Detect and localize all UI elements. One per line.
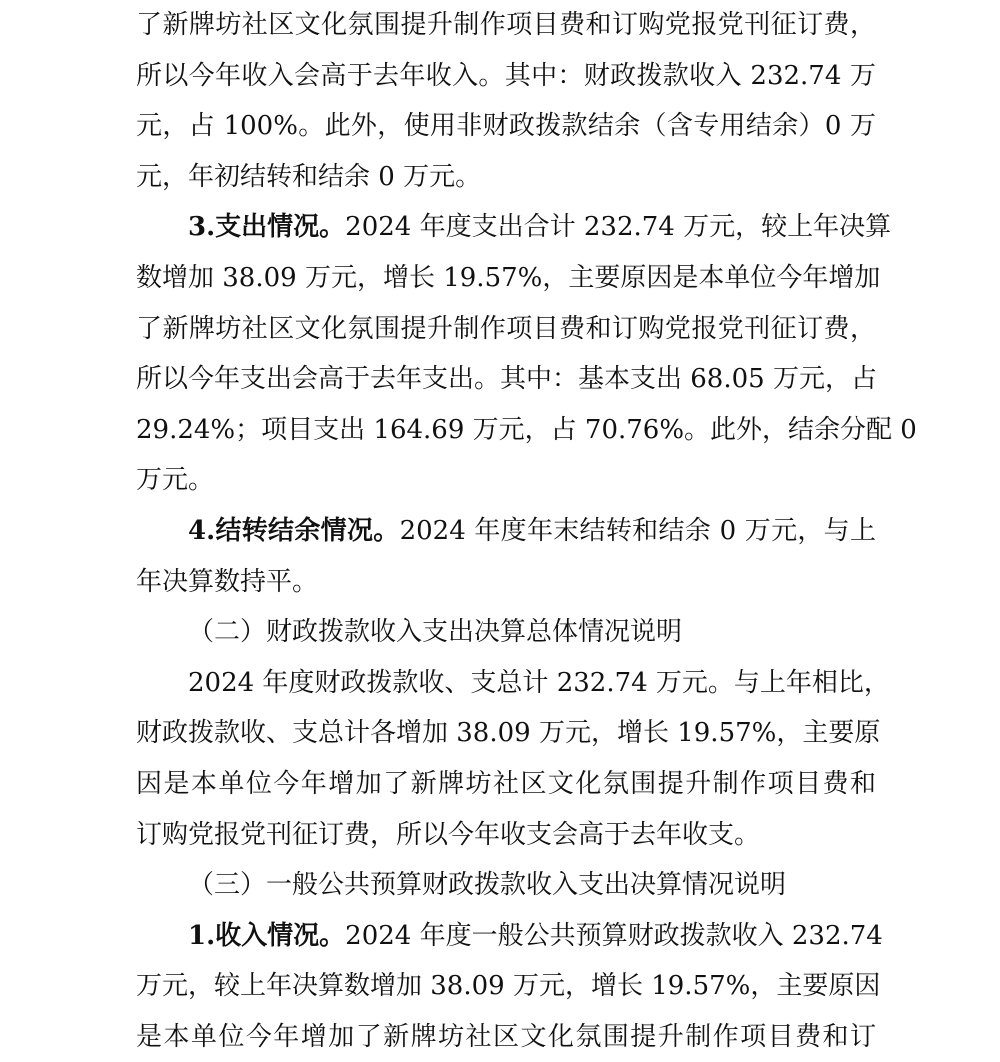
text-line: 了新牌坊社区文化氛围提升制作项目费和订购党报党刊征订费， (136, 10, 876, 40)
text-line: 所以今年收入会高于去年收入。其中：财政拨款收入 232.74 万 (136, 60, 876, 91)
text-line: 2024 年度财政拨款收、支总计 232.74 万元。与上年相比， (188, 667, 890, 698)
text-line: 元，占 100%。此外，使用非财政拨款结余（含专用结余）0 万 (136, 111, 876, 142)
paragraph-expenditure (136, 202, 917, 506)
text-line: 订购党报党刊征订费，所以今年收支会高于去年收支。 (136, 819, 761, 850)
document-page (136, 0, 917, 1062)
paragraph-fiscal-total (136, 658, 890, 860)
section-lead: 4.结转结余情况。 (188, 515, 400, 546)
paragraph-income-continuation (136, 0, 876, 202)
text-line: 万元，较上年决算数增加 38.09 万元，增长 19.57%，主要原因 (136, 971, 881, 1002)
section-lead: 1.收入情况。 (188, 920, 346, 951)
text-line (136, 202, 892, 253)
text-line: 财政拨款收、支总计各增加 38.09 万元，增长 19.57%，主要原 (136, 718, 881, 749)
text-span: 2024 年度年末结转和结余 0 万元，与上 (399, 515, 876, 546)
text-line: 年决算数持平。 (136, 566, 319, 597)
text-line: 是本单位今年增加了新牌坊社区文化氛围提升制作项目费和订 (136, 1021, 876, 1052)
section-heading: （三）一般公共预算财政拨款收入支出决算情况说明 (188, 870, 787, 901)
section-heading: （二）财政拨款收入支出决算总体情况说明 (188, 617, 683, 648)
text-span: 2024 年度支出合计 232.74 万元，较上年决算 (345, 212, 892, 243)
text-line: 元，年初结转和结余 0 万元。 (136, 161, 482, 192)
text-line (136, 911, 883, 962)
paragraph-general-budget-income (136, 911, 883, 1062)
text-line: 了新牌坊社区文化氛围提升制作项目费和订购党报党刊征订费， (136, 313, 876, 344)
text-span: 2024 年度一般公共预算财政拨款收入 232.74 (345, 920, 883, 951)
text-line (136, 506, 876, 557)
section-lead: 3.支出情况。 (188, 212, 346, 243)
text-line: 所以今年支出会高于去年支出。其中：基本支出 68.05 万元，占 (136, 364, 877, 395)
text-line: 29.24%；项目支出 164.69 万元，占 70.76%。此外，结余分配 0 (136, 414, 917, 445)
text-line: 因是本单位今年增加了新牌坊社区文化氛围提升制作项目费和 (136, 768, 876, 799)
text-line: 万元。 (136, 465, 215, 496)
paragraph-carryover (136, 506, 876, 607)
text-line: 数增加 38.09 万元，增长 19.57%，主要原因是本单位今年增加 (136, 262, 881, 293)
